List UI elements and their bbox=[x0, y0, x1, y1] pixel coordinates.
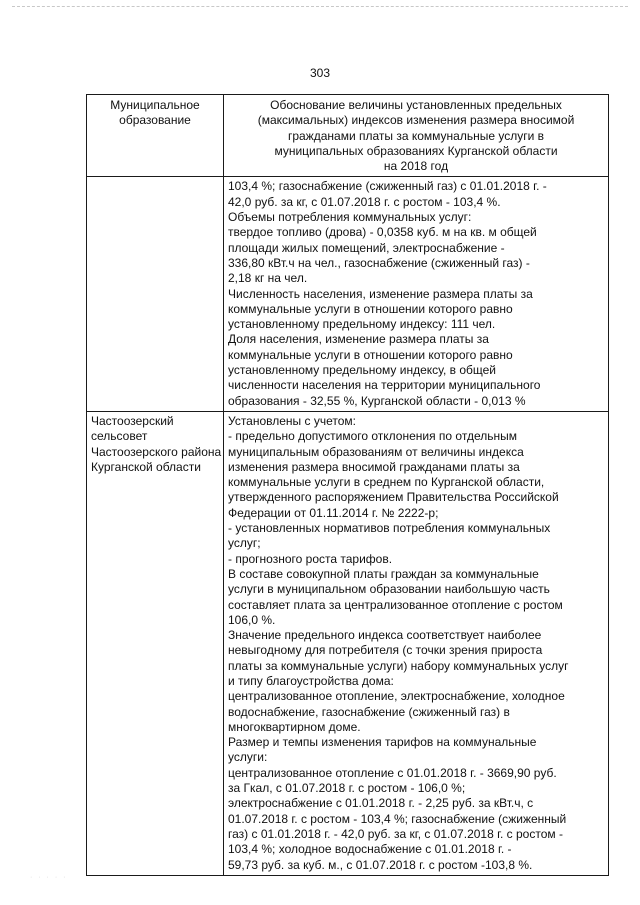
justification-line: установленному предельному индексу, в общей bbox=[228, 363, 496, 378]
justification-line: В составе совокупной платы граждан за коммунальные bbox=[228, 566, 539, 581]
justification-line: 59,73 руб. за куб. м., с 01.07.2018 г. с ростом -103,8 %. bbox=[228, 857, 533, 872]
justification-line: муниципальным образованиям от величины индекса bbox=[228, 444, 524, 459]
justification-line: Федерации от 01.11.2014 г. № 2222-р; bbox=[228, 505, 439, 520]
justification-line: коммунальные услуги в отношении которого равно bbox=[228, 347, 513, 362]
justification-line: многоквартирном доме. bbox=[228, 719, 361, 734]
table-row bbox=[87, 411, 609, 875]
justification-line: услуги: bbox=[228, 750, 268, 765]
justification-line: за Гкал, с 01.07.2018 г. с ростом - 106,0 %; bbox=[228, 781, 466, 796]
justification-line: водоснабжение, газоснабжение (сжиженный газ) в bbox=[228, 704, 510, 719]
municipality-line: Частоозерского района bbox=[91, 444, 222, 459]
header-municipality bbox=[87, 95, 224, 177]
header-justification-line: муниципальных образованиях Курганской области bbox=[274, 143, 558, 158]
scan-top-border bbox=[12, 6, 628, 7]
justification-line: численности населения на территории муниципального bbox=[228, 378, 541, 393]
justification-line: изменения размера вносимой гражданами платы за bbox=[228, 459, 520, 474]
justification-line: - предельно допустимого отклонения по отдельным bbox=[228, 429, 517, 444]
justification-line: Доля населения, изменение размера платы за bbox=[228, 332, 489, 347]
justification-line: 336,80 кВт.ч на чел., газоснабжение (сжиженный газ) - bbox=[228, 255, 530, 270]
justification-line: услуг; bbox=[228, 536, 261, 551]
justification-line: утвержденного распоряжением Правительства Российской bbox=[228, 490, 559, 505]
municipality-line: Частоозерский bbox=[91, 413, 174, 428]
justification-line: коммунальные услуги в среднем по Курганской области, bbox=[228, 475, 545, 490]
justification-line: Значение предельного индекса соответствует наиболее bbox=[228, 628, 542, 643]
municipality-cell bbox=[87, 177, 224, 411]
tariff-justification-table bbox=[86, 94, 609, 876]
justification-line: составляет плата за централизованное отопление с ростом bbox=[228, 597, 563, 612]
justification-line: 42,0 руб. за кг, с 01.07.2018 г. с ростом - 103,4 %. bbox=[228, 194, 501, 209]
justification-line: - установленных нормативов потребления коммунальных bbox=[228, 521, 551, 536]
justification-line: установленному предельному индексу: 111 чел. bbox=[228, 317, 496, 332]
justification-line: коммунальные услуги в отношении которого равно bbox=[228, 301, 513, 316]
header-justification-line: на 2018 год bbox=[383, 159, 449, 174]
header-municipality-line: Муниципальное bbox=[110, 98, 200, 112]
justification-line: электроснабжение с 01.01.2018 г. - 2,25 руб. за кВт.ч, с bbox=[228, 796, 534, 811]
justification-line: - прогнозного роста тарифов. bbox=[228, 551, 393, 566]
municipality-line: сельсовет bbox=[91, 429, 148, 444]
justification-line: газ) с 01.01.2018 г. - 42,0 руб. за кг, с 01.07.2018 г. с ростом - bbox=[228, 826, 563, 841]
justification-line: и типу благоустройства дома: bbox=[228, 673, 394, 688]
justification-line: 106,0 %. bbox=[228, 612, 276, 627]
justification-line: Численность населения, изменение размера платы за bbox=[228, 286, 533, 301]
justification-line: площади жилых помещений, электроснабжение - bbox=[228, 240, 505, 255]
justification-line: 103,4 %; холодное водоснабжение с 01.01.2018 г. - bbox=[228, 842, 512, 857]
justification-line: Объемы потребления коммунальных услуг: bbox=[228, 210, 472, 225]
table-row bbox=[87, 177, 609, 411]
municipality-line: Курганской области bbox=[91, 459, 201, 474]
justification-line: 103,4 %; газоснабжение (сжиженный газ) с 01.01.2018 г. - bbox=[228, 179, 547, 194]
header-justification-line: (максимальных) индексов изменения размера вносимой bbox=[257, 113, 575, 128]
header-justification-line: Обоснование величины установленных предельных bbox=[270, 98, 562, 112]
justification-line: 2,18 кг на чел. bbox=[228, 271, 308, 286]
justification-line: услуги в муниципальном образовании наибольшую часть bbox=[228, 582, 550, 597]
scan-artifact: · · · · · bbox=[30, 874, 68, 881]
justification-cell bbox=[224, 177, 609, 411]
municipality-cell bbox=[87, 411, 224, 875]
page-number: 303 bbox=[309, 66, 331, 80]
justification-line: твердое топливо (дрова) - 0,0358 куб. м на кв. м общей bbox=[228, 225, 537, 240]
header-municipality-line: образование bbox=[119, 113, 191, 128]
justification-line: 01.07.2018 г. с ростом - 103,4 %; газоснабжение (сжиженный bbox=[228, 811, 567, 826]
justification-line: платы за коммунальные услуги) набору коммунальных услуг bbox=[228, 658, 569, 673]
justification-line: централизованное отопление с 01.01.2018 г. - 3669,90 руб. bbox=[228, 765, 557, 780]
justification-cell bbox=[224, 411, 609, 875]
header-justification bbox=[224, 95, 609, 177]
header-justification-line: гражданами платы за коммунальные услуги в bbox=[287, 128, 545, 143]
justification-line: невыгодному для потребителя (с точки зрения прироста bbox=[228, 643, 543, 658]
justification-line: образования - 32,55 %, Курганской области - 0,013 % bbox=[228, 393, 526, 408]
justification-line: Размер и темпы изменения тарифов на коммунальные bbox=[228, 735, 537, 750]
table-header-row bbox=[87, 95, 609, 177]
justification-line: централизованное отопление, электроснабжение, холодное bbox=[228, 689, 565, 704]
justification-line: Установлены с учетом: bbox=[228, 413, 356, 428]
